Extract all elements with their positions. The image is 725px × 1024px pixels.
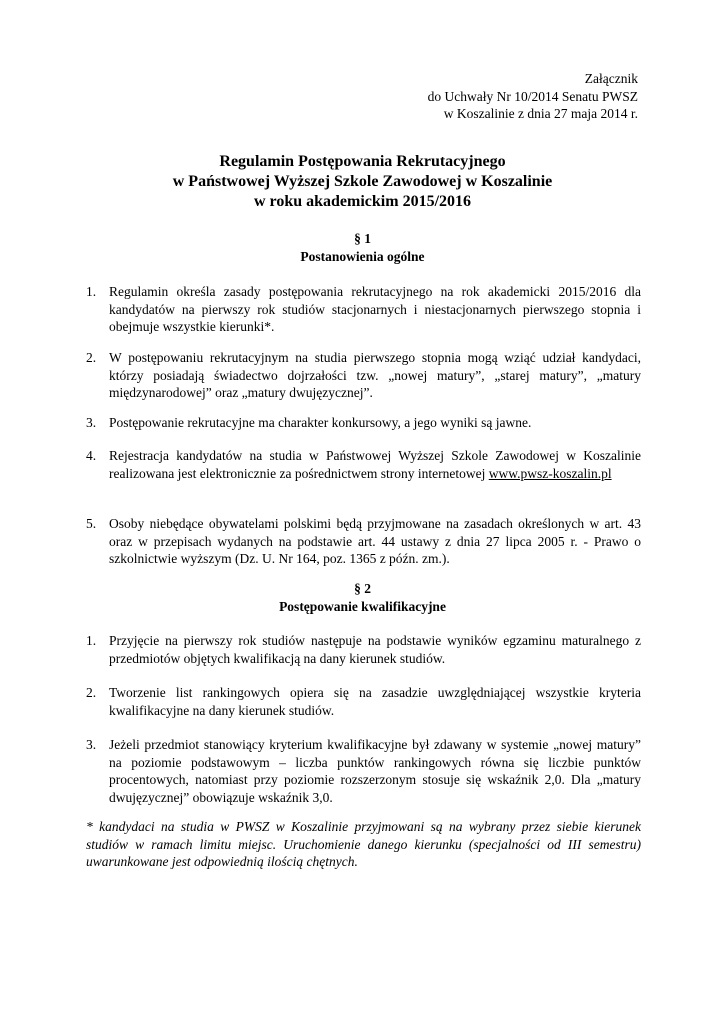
item-text: Jeżeli przedmiot stanowiący kryterium kwalifikacyjne był zdawany w systemie „nowej matury” na poziomie podstawowym – liczba punktów rankingowych równa się liczbie punktów procentowych, natomiast przy poziomie rozszerzonym stosuje się wskaźnik 2,0. Dla „matury dwujęzycznej” obowiązuje wskaźnik 3,0.: [109, 737, 641, 805]
item-number: 3.: [86, 737, 97, 752]
item-text: Tworzenie list rankingowych opiera się na zasadzie uwzględniającej wszystkie kryteria kwalifikacyjne na dany kierunek studiów.: [109, 685, 641, 718]
section-1-header: [0, 230, 725, 266]
title-line-1: Regulamin Postępowania Rekrutacyjnego: [219, 153, 506, 170]
website-link[interactable]: www.pwsz-koszalin.pl: [488, 465, 612, 481]
item-text: W postępowaniu rekrutacyjnym na studia pierwszego stopnia mogą wziąć udział kandydaci, którzy posiadają świadectwo dojrzałości tzw. „nowej matury”, „starej matury”, „matury międzynarodowej” oraz „matury dwujęzycznej”.: [109, 350, 641, 400]
item-text: Rejestracja kandydatów na studia w Państwowej Wyższej Szkole Zawodowej w Koszalinie realizowana jest elektronicznie za pośrednictwem strony internetowej: [109, 448, 641, 481]
item-number: 1.: [86, 633, 97, 648]
section-1-item-3: [86, 414, 641, 432]
footnote: * kandydaci na studia w PWSZ w Koszalinie przyjmowani są na wybrany przez siebie kierunek studiów w ramach limitu miejsc. Uruchomienie danego kierunku (specjalności od III semestru) uwarunkowane jest odpowiednią ilością chętnych.: [86, 819, 641, 869]
section-2-item-3: [86, 736, 641, 806]
item-number: 1.: [86, 284, 97, 299]
item-number: 5.: [86, 516, 97, 531]
attachment-resolution: do Uchwały Nr 10/2014 Senatu PWSZ: [427, 88, 638, 104]
section-1-number: § 1: [354, 231, 371, 246]
item-number: 4.: [86, 448, 97, 463]
section-2-header: [0, 580, 725, 616]
section-2-heading: Postępowanie kwalifikacyjne: [279, 599, 446, 614]
section-1-item-5: [86, 515, 641, 568]
attachment-label: Załącznik: [584, 71, 638, 86]
item-text: Osoby niebędące obywatelami polskimi będą przyjmowane na zasadach określonych w art. 43 oraz w przepisach wydanych na podstawie art. 44 ustawy z dnia 27 lipca 2005 r. - Prawo o szkolnictwie wyższym (Dz. U. Nr 164, poz. 1365 z późn. zm.).: [109, 516, 641, 566]
section-2-item-2: [86, 684, 641, 719]
item-number: 3.: [86, 415, 97, 430]
section-1-item-2: [86, 349, 641, 402]
attachment-date: w Koszalinie z dnia 27 maja 2014 r.: [443, 106, 638, 121]
item-text: Postępowanie rekrutacyjne ma charakter konkursowy, a jego wyniki są jawne.: [109, 415, 532, 430]
item-text: Regulamin określa zasady postępowania rekrutacyjnego na rok akademicki 2015/2016 dla kandydatów na pierwszy rok studiów stacjonarnych i niestacjonarnych pierwszego stopnia i obejmuje wszystkie kierunki*.: [109, 284, 641, 334]
attachment-note: [428, 70, 638, 123]
item-text-block: [109, 447, 641, 482]
section-1-item-4: [86, 447, 641, 482]
item-text: Przyjęcie na pierwszy rok studiów następuje na podstawie wyników egzaminu maturalnego z przedmiotów objętych kwalifikacją na dany kierunek studiów.: [109, 633, 641, 666]
document-title: [0, 152, 725, 212]
section-1-item-1: [86, 283, 641, 336]
item-number: 2.: [86, 685, 97, 700]
section-2-number: § 2: [354, 581, 371, 596]
title-line-3: w roku akademickim 2015/2016: [253, 193, 472, 210]
section-2-item-1: [86, 632, 641, 667]
item-number: 2.: [86, 350, 97, 365]
section-1-heading: Postanowienia ogólne: [300, 249, 425, 264]
title-line-2: w Państwowej Wyższej Szkole Zawodowej w Koszalinie: [172, 173, 553, 190]
